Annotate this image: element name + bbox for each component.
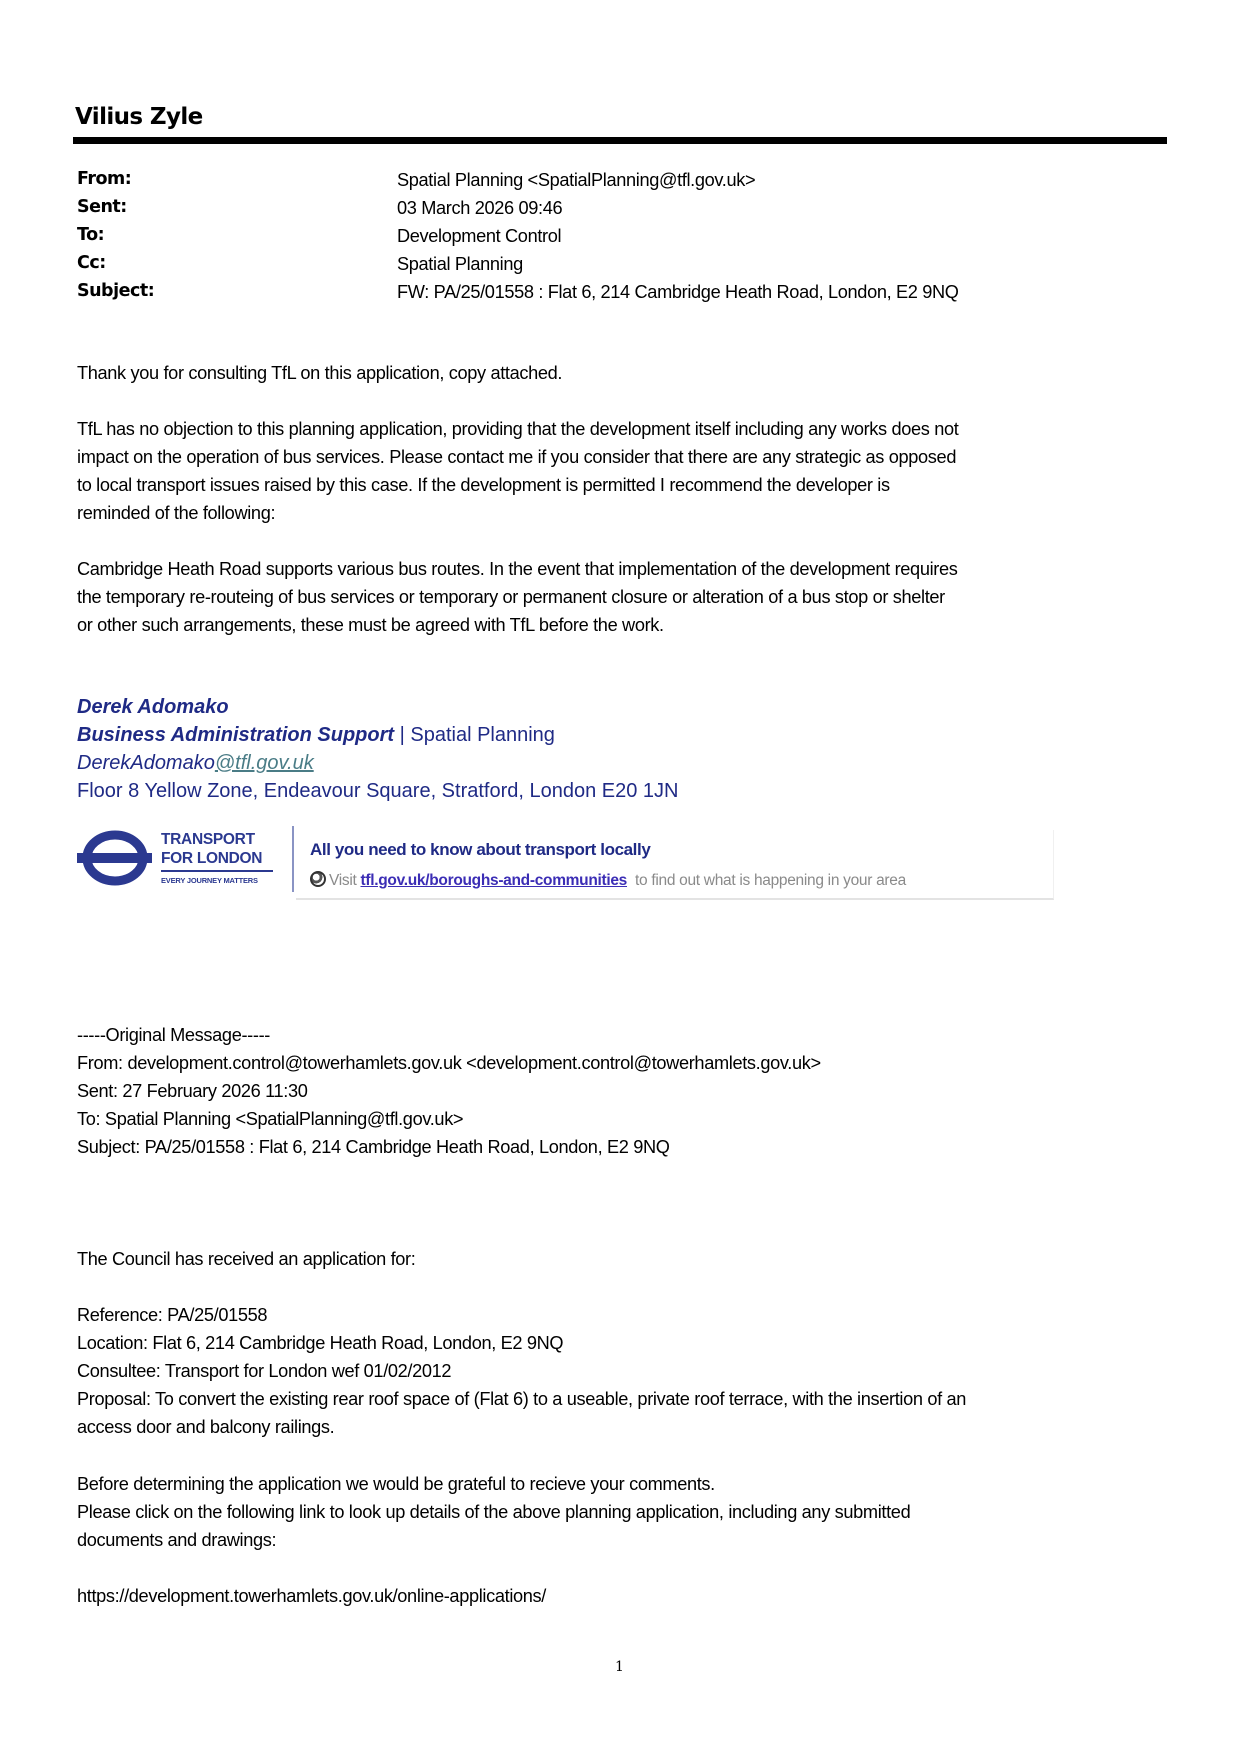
signature-team: Spatial Planning: [410, 724, 555, 746]
request-line: documents and drawings:: [77, 1530, 277, 1550]
application-proposal: Proposal: To convert the existing rear roof space of (Flat 6) to a useable, private roof terrace, with the insertion of an: [77, 1389, 967, 1409]
body-line: TfL has no objection to this planning application, providing that the development itself including any works does not: [77, 419, 959, 439]
subject-label: Subject:: [77, 281, 155, 301]
application-proposal-cont: access door and balcony railings.: [77, 1417, 335, 1437]
planning-portal-url[interactable]: https://development.towerhamlets.gov.uk/online-applications/: [77, 1586, 546, 1606]
tfl-logo: [76, 828, 276, 892]
body-line: impact on the operation of bus services. Please contact me if you consider that there are any strategic as opposed: [77, 447, 957, 467]
signature-separator: |: [394, 724, 411, 746]
application-details: [77, 1301, 1177, 1441]
transport-info-banner: [296, 830, 1054, 900]
document-title: Vilius Zyle: [75, 104, 203, 130]
request-line: Before determining the application we would be grateful to recieve your comments.: [77, 1474, 715, 1494]
visit-prefix: Visit: [329, 872, 361, 889]
signature-email-user: DerekAdomako: [77, 752, 215, 774]
tfl-wordmark: [161, 830, 262, 868]
application-consultee: Consultee: Transport for London wef 01/02/2012: [77, 1361, 452, 1381]
application-reference: Reference: PA/25/01558: [77, 1305, 268, 1325]
globe-icon: [310, 871, 326, 887]
banner-visit-line: [310, 871, 906, 890]
signature-role: Business Administration Support: [77, 724, 395, 746]
boroughs-communities-link[interactable]: tfl.gov.uk/boroughs-and-communities: [360, 872, 628, 889]
original-sent: Sent: 27 February 2026 11:30: [77, 1081, 308, 1101]
body-line: or other such arrangements, these must be agreed with TfL before the work.: [77, 615, 664, 635]
application-location: Location: Flat 6, 214 Cambridge Heath Road, London, E2 9NQ: [77, 1333, 564, 1353]
title-rule: [73, 137, 1167, 144]
tfl-wordmark-line1: TRANSPORT: [161, 831, 255, 848]
sent-value: 03 March 2026 09:46: [397, 198, 563, 218]
subject-value: FW: PA/25/01558 : Flat 6, 214 Cambridge Heath Road, London, E2 9NQ: [397, 282, 959, 302]
cc-value: Spatial Planning: [397, 254, 523, 274]
body-line: to local transport issues raised by this case. If the development is permitted I recommend the developer is: [77, 475, 890, 495]
cc-label: Cc:: [77, 253, 106, 273]
original-message-divider: -----Original Message-----: [77, 1025, 270, 1045]
signature-email[interactable]: [77, 749, 314, 777]
body-paragraph-no-objection: [77, 415, 1177, 527]
page-number: 1: [615, 1659, 624, 1675]
from-value: Spatial Planning <SpatialPlanning@tfl.gov.uk>: [397, 170, 756, 190]
body-line: Cambridge Heath Road supports various bus routes. In the event that implementation of the development requires: [77, 559, 958, 579]
from-label: From:: [77, 169, 132, 189]
sent-label: Sent:: [77, 197, 127, 217]
signature-email-domain-link[interactable]: @tfl.gov.uk: [214, 752, 314, 774]
tfl-wordmark-line2: FOR LONDON: [161, 850, 263, 867]
application-intro: The Council has received an application for:: [77, 1249, 416, 1269]
comment-request: [77, 1470, 1177, 1554]
tfl-divider: [161, 870, 273, 872]
body-paragraph-thanks: Thank you for consulting TfL on this application, copy attached.: [77, 363, 563, 383]
banner-headline: All you need to know about transport locally: [310, 840, 651, 859]
tfl-tagline: EVERY JOURNEY MATTERS: [161, 876, 258, 885]
visit-suffix: to find out what is happening in your area: [627, 872, 906, 889]
to-value: Development Control: [397, 226, 562, 246]
original-subject: Subject: PA/25/01558 : Flat 6, 214 Cambridge Heath Road, London, E2 9NQ: [77, 1137, 670, 1157]
body-line: reminded of the following:: [77, 503, 276, 523]
signature-address: Floor 8 Yellow Zone, Endeavour Square, Stratford, London E20 1JN: [77, 780, 679, 802]
body-line: the temporary re-routeing of bus services or temporary or permanent closure or alteration of a bus stop or shelter: [77, 587, 945, 607]
banner-separator: [292, 826, 294, 892]
original-from: From: development.control@towerhamlets.gov.uk <development.control@towerhamlets.gov.uk>: [77, 1053, 821, 1073]
to-label: To:: [77, 225, 105, 245]
signature-name: Derek Adomako: [77, 696, 229, 718]
tfl-roundel-icon: [76, 828, 154, 892]
original-message-header: [77, 1021, 1177, 1161]
original-to: To: Spatial Planning <SpatialPlanning@tfl.gov.uk>: [77, 1109, 464, 1129]
body-paragraph-bus-routes: [77, 555, 1177, 639]
request-line: Please click on the following link to look up details of the above planning application, including any submitted: [77, 1502, 911, 1522]
